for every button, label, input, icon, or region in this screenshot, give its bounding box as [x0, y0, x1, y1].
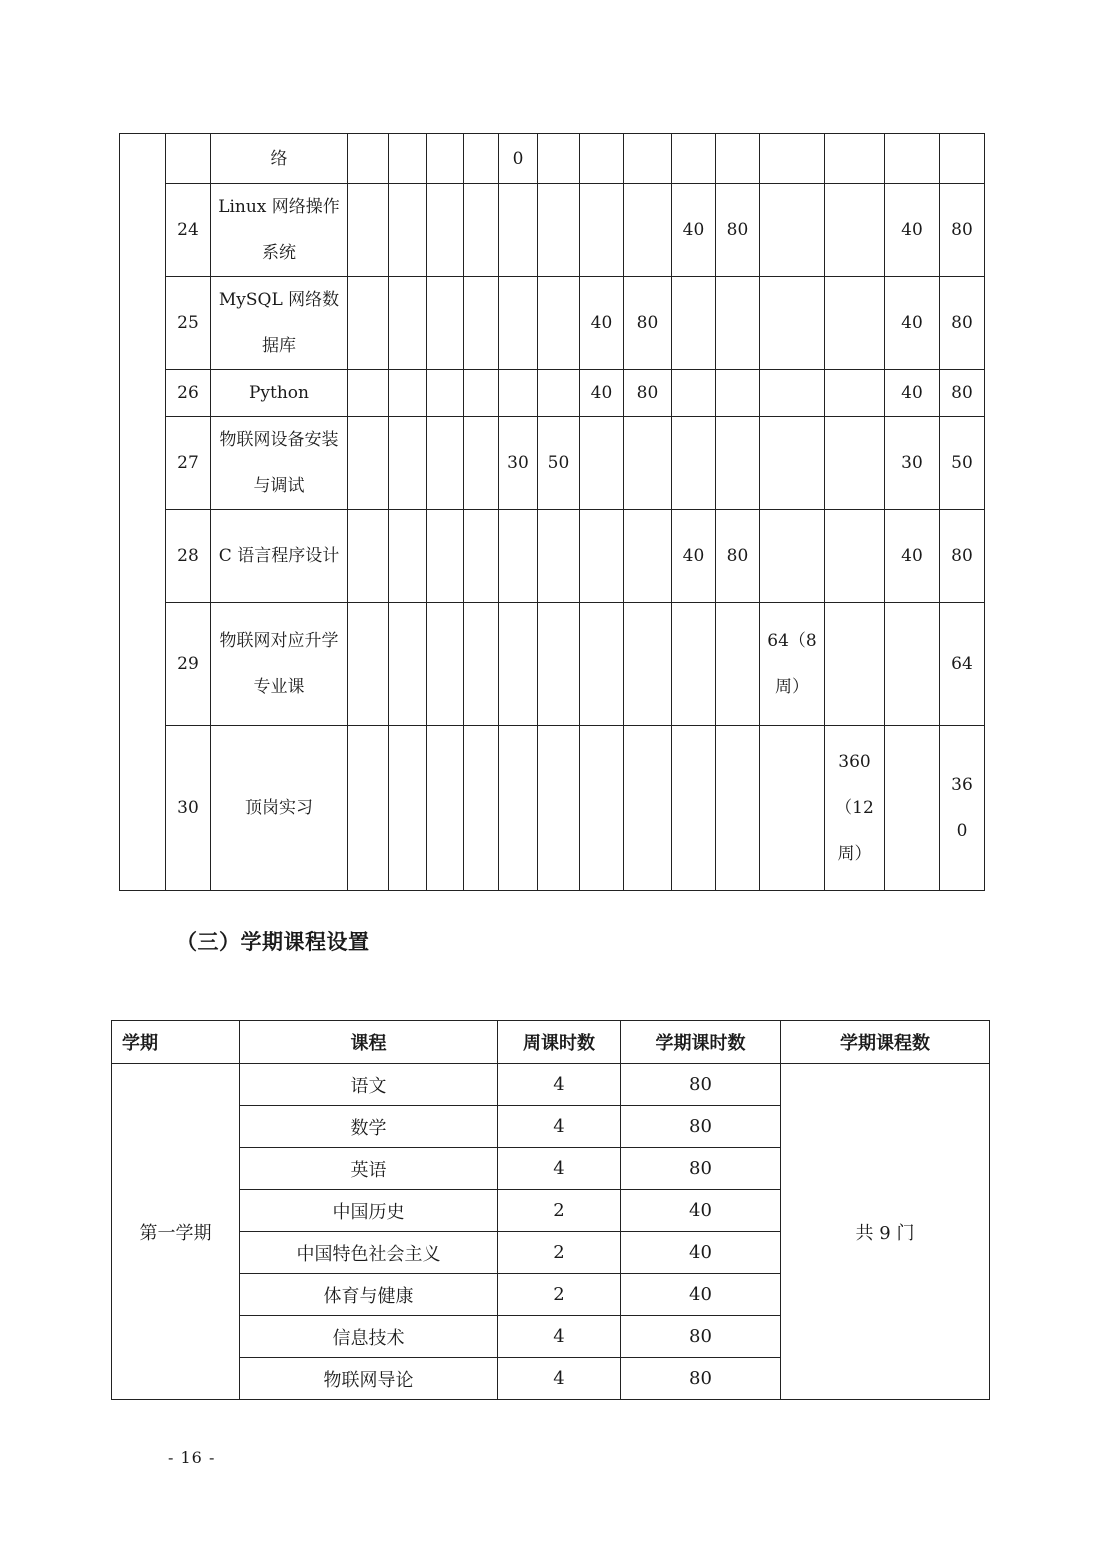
hours-cell: 40 — [885, 277, 940, 370]
course-row — [112, 1064, 990, 1106]
hours-cell: 40 — [580, 370, 624, 417]
hours-cell — [427, 603, 464, 726]
hours-cell — [885, 603, 940, 726]
hours-cell: 360（12周） — [825, 726, 885, 891]
hours-cell — [538, 726, 580, 891]
course-name-cell: 顶岗实习 — [211, 726, 348, 891]
hours-cell: 50 — [940, 417, 985, 510]
category-cell — [120, 134, 166, 891]
hours-cell — [580, 603, 624, 726]
row-number-cell: 26 — [166, 370, 211, 417]
hours-cell: 80 — [716, 184, 760, 277]
semester-hours-cell: 80 — [621, 1064, 781, 1106]
hours-cell — [464, 277, 499, 370]
hours-cell — [464, 417, 499, 510]
hours-cell — [885, 726, 940, 891]
hours-cell: 80 — [716, 510, 760, 603]
header-semester: 学期 — [112, 1021, 240, 1064]
hours-cell — [348, 134, 389, 184]
hours-cell: 80 — [940, 184, 985, 277]
hours-cell — [716, 277, 760, 370]
hours-cell — [716, 417, 760, 510]
hours-cell — [499, 510, 538, 603]
table-header-row — [112, 1021, 990, 1064]
hours-cell — [716, 134, 760, 184]
course-name-cell: 数学 — [240, 1106, 498, 1148]
hours-cell — [885, 134, 940, 184]
hours-cell — [348, 417, 389, 510]
hours-cell — [825, 370, 885, 417]
hours-cell — [348, 726, 389, 891]
hours-cell — [427, 726, 464, 891]
hours-cell — [825, 417, 885, 510]
course-name-cell: Python — [211, 370, 348, 417]
hours-cell — [760, 417, 825, 510]
hours-cell — [825, 277, 885, 370]
course-name-cell: 中国历史 — [240, 1190, 498, 1232]
hours-cell — [499, 277, 538, 370]
page-number: - 16 - — [168, 1448, 216, 1467]
hours-cell: 0 — [499, 134, 538, 184]
semester-hours-cell: 80 — [621, 1106, 781, 1148]
weekly-hours-cell: 4 — [498, 1316, 621, 1358]
hours-cell — [389, 417, 427, 510]
hours-cell — [580, 184, 624, 277]
weekly-hours-cell: 4 — [498, 1064, 621, 1106]
course-name-cell: 体育与健康 — [240, 1274, 498, 1316]
hours-cell — [672, 726, 716, 891]
table-row — [120, 726, 985, 891]
hours-cell — [760, 726, 825, 891]
hours-cell — [464, 134, 499, 184]
row-number-cell: 25 — [166, 277, 211, 370]
hours-cell: 360 — [940, 726, 985, 891]
hours-cell: 40 — [885, 510, 940, 603]
weekly-hours-cell: 2 — [498, 1232, 621, 1274]
row-number-cell: 24 — [166, 184, 211, 277]
hours-cell — [940, 134, 985, 184]
header-semester-hours: 学期课时数 — [621, 1021, 781, 1064]
course-count-cell: 共 9 门 — [781, 1064, 990, 1400]
hours-cell — [624, 726, 672, 891]
table-row — [120, 277, 985, 370]
hours-cell: 40 — [885, 370, 940, 417]
semester-hours-cell: 40 — [621, 1190, 781, 1232]
hours-cell: 80 — [940, 277, 985, 370]
hours-cell — [672, 277, 716, 370]
hours-cell: 64（8周） — [760, 603, 825, 726]
semester-hours-cell: 80 — [621, 1358, 781, 1400]
hours-cell: 30 — [499, 417, 538, 510]
hours-cell: 40 — [672, 184, 716, 277]
hours-cell: 80 — [624, 370, 672, 417]
course-name-cell: 信息技术 — [240, 1316, 498, 1358]
hours-cell — [538, 603, 580, 726]
hours-cell — [825, 603, 885, 726]
weekly-hours-cell: 4 — [498, 1148, 621, 1190]
hours-cell — [427, 184, 464, 277]
hours-cell — [825, 134, 885, 184]
hours-cell — [348, 603, 389, 726]
hours-cell — [389, 510, 427, 603]
hours-cell — [427, 417, 464, 510]
hours-cell — [348, 277, 389, 370]
hours-cell — [580, 510, 624, 603]
semester-course-table — [111, 1020, 990, 1400]
hours-cell — [672, 134, 716, 184]
row-number-cell: 29 — [166, 603, 211, 726]
hours-cell — [464, 726, 499, 891]
row-number-cell: 27 — [166, 417, 211, 510]
hours-cell — [464, 603, 499, 726]
hours-cell — [427, 510, 464, 603]
course-name-cell: 络 — [211, 134, 348, 184]
semester-hours-cell: 40 — [621, 1274, 781, 1316]
hours-cell — [499, 603, 538, 726]
table-row — [120, 134, 985, 184]
table-row — [120, 417, 985, 510]
hours-cell — [348, 184, 389, 277]
hours-cell — [389, 277, 427, 370]
hours-cell — [348, 370, 389, 417]
hours-cell — [538, 370, 580, 417]
hours-cell — [538, 184, 580, 277]
hours-cell — [624, 510, 672, 603]
hours-cell — [760, 277, 825, 370]
hours-cell — [499, 184, 538, 277]
hours-cell — [499, 726, 538, 891]
header-course-count: 学期课程数 — [781, 1021, 990, 1064]
hours-cell — [672, 417, 716, 510]
section-heading: （三）学期课程设置 — [176, 930, 370, 954]
semester-name-cell: 第一学期 — [112, 1064, 240, 1400]
hours-cell — [389, 726, 427, 891]
hours-cell — [760, 510, 825, 603]
hours-cell — [348, 510, 389, 603]
hours-cell — [760, 184, 825, 277]
hours-cell — [427, 134, 464, 184]
course-name-cell: 物联网对应升学专业课 — [211, 603, 348, 726]
course-plan-table — [119, 133, 985, 891]
hours-cell — [538, 277, 580, 370]
header-weekly-hours: 周课时数 — [498, 1021, 621, 1064]
hours-cell — [499, 370, 538, 417]
hours-cell — [464, 370, 499, 417]
hours-cell — [464, 510, 499, 603]
semester-hours-cell: 80 — [621, 1148, 781, 1190]
hours-cell — [427, 370, 464, 417]
hours-cell — [825, 184, 885, 277]
hours-cell — [538, 134, 580, 184]
hours-cell — [580, 726, 624, 891]
semester-hours-cell: 40 — [621, 1232, 781, 1274]
weekly-hours-cell: 2 — [498, 1190, 621, 1232]
row-number-cell: 30 — [166, 726, 211, 891]
hours-cell — [580, 417, 624, 510]
hours-cell: 40 — [885, 184, 940, 277]
hours-cell — [624, 184, 672, 277]
course-name-cell: Linux 网络操作系统 — [211, 184, 348, 277]
hours-cell — [760, 370, 825, 417]
hours-cell — [716, 603, 760, 726]
hours-cell — [580, 134, 624, 184]
hours-cell — [624, 603, 672, 726]
course-name-cell: 语文 — [240, 1064, 498, 1106]
hours-cell — [672, 370, 716, 417]
hours-cell: 64 — [940, 603, 985, 726]
course-name-cell: 物联网导论 — [240, 1358, 498, 1400]
hours-cell — [760, 134, 825, 184]
semester-hours-cell: 80 — [621, 1316, 781, 1358]
course-name-cell: 物联网设备安装与调试 — [211, 417, 348, 510]
hours-cell — [389, 134, 427, 184]
row-number-cell — [166, 134, 211, 184]
hours-cell: 80 — [624, 277, 672, 370]
course-name-cell: C 语言程序设计 — [211, 510, 348, 603]
weekly-hours-cell: 4 — [498, 1106, 621, 1148]
course-name-cell: MySQL 网络数据库 — [211, 277, 348, 370]
hours-cell — [389, 370, 427, 417]
hours-cell — [464, 184, 499, 277]
hours-cell — [427, 277, 464, 370]
weekly-hours-cell: 4 — [498, 1358, 621, 1400]
hours-cell — [672, 603, 716, 726]
course-name-cell: 中国特色社会主义 — [240, 1232, 498, 1274]
hours-cell — [825, 510, 885, 603]
hours-cell — [624, 134, 672, 184]
hours-cell: 30 — [885, 417, 940, 510]
hours-cell — [538, 510, 580, 603]
table-row — [120, 603, 985, 726]
hours-cell — [389, 603, 427, 726]
hours-cell: 40 — [672, 510, 716, 603]
table-row — [120, 184, 985, 277]
weekly-hours-cell: 2 — [498, 1274, 621, 1316]
hours-cell — [716, 726, 760, 891]
row-number-cell: 28 — [166, 510, 211, 603]
hours-cell: 40 — [580, 277, 624, 370]
header-course: 课程 — [240, 1021, 498, 1064]
hours-cell — [716, 370, 760, 417]
hours-cell: 80 — [940, 370, 985, 417]
hours-cell — [389, 184, 427, 277]
table-row — [120, 510, 985, 603]
table-row — [120, 370, 985, 417]
hours-cell — [624, 417, 672, 510]
hours-cell: 80 — [940, 510, 985, 603]
hours-cell: 50 — [538, 417, 580, 510]
course-name-cell: 英语 — [240, 1148, 498, 1190]
